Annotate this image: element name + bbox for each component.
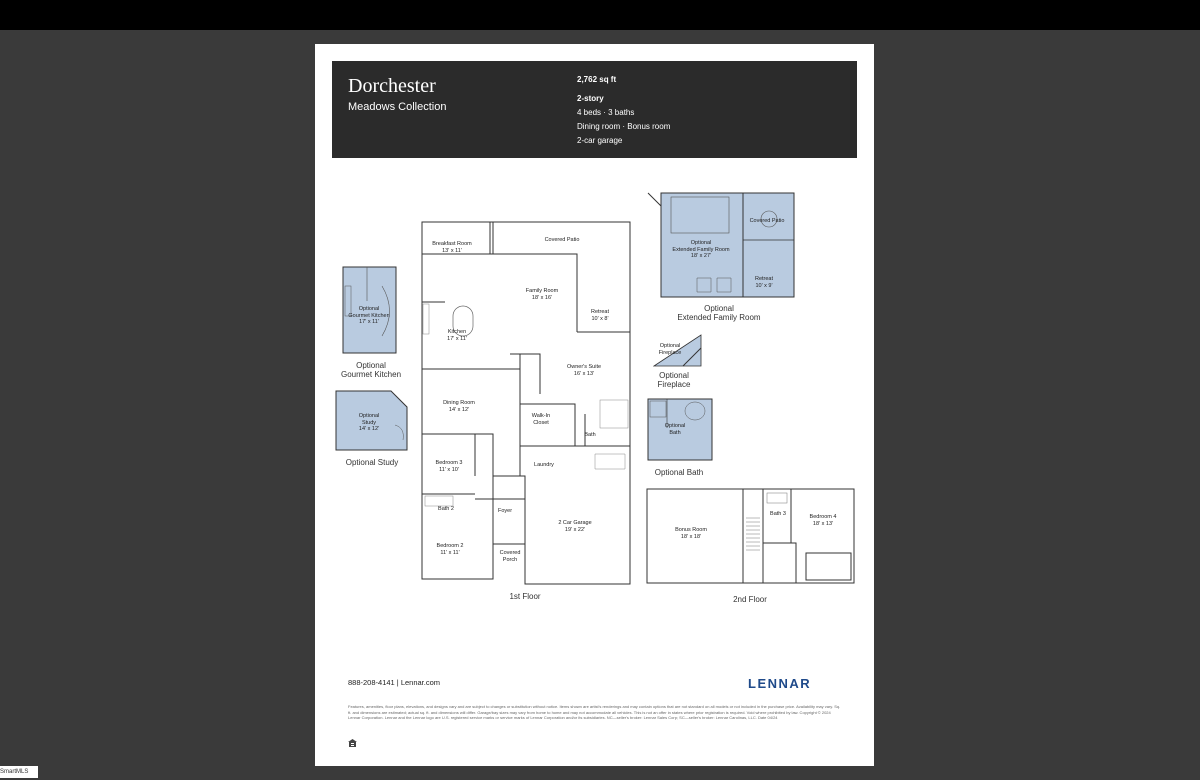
plan-header xyxy=(332,61,857,158)
owners-suite-label: Owner's Suite 16' x 13' xyxy=(566,364,602,377)
spec-rooms: Dining room · Bonus room xyxy=(577,122,671,131)
optional-extended-family-room-caption: Optional Extended Family Room xyxy=(677,304,761,322)
breakfast-room-label: Breakfast Room 13' x 11' xyxy=(432,241,472,254)
bath-label: Bath xyxy=(584,432,596,438)
bedroom-4-label: Bedroom 4 18' x 13' xyxy=(809,514,837,527)
equal-housing-icon xyxy=(348,739,357,747)
spec-sqft: 2,762 sq ft xyxy=(577,75,617,84)
foyer-label: Foyer xyxy=(497,508,513,514)
retreat-label: Retreat 10' x 8' xyxy=(590,309,610,322)
bedroom-3-label: Bedroom 3 11' x 10' xyxy=(435,460,463,473)
legal-disclaimer: Features, amenities, floor plans, elevations, and designs vary and are subject to changes or substitution without notice. Items shown are artist's renderings and may contain options that are not standard on all models or not included in the purchase price. Availability may vary. Sq. ft. and dimensions are estimated; actual sq. ft. and dimensions will differ. Garage/bay sizes may vary from home to home and may not accommodate all vehicles. This is not an offer in states where prior registration is required. Void where prohibited by law. Copyright © 2024 Lennar Corporation. Lennar and the Lennar logo are U.S. registered service marks or service marks of Lennar Corporation and/or its subsidiaries. NC—seller's broker: Lennar Sales Corp; SC—seller's broker: Lennar Carolinas, LLC. Date 04/24 xyxy=(348,704,841,720)
first-floor-caption: 1st Floor xyxy=(509,592,541,601)
optional-gourmet-kitchen-label: Optional Gourmet Kitchen 17' x 11' xyxy=(348,306,390,325)
plan-title: Dorchester xyxy=(348,75,436,97)
floorplan-document-page xyxy=(315,44,874,766)
second-floor-caption: 2nd Floor xyxy=(733,595,767,604)
plan-collection: Meadows Collection xyxy=(348,101,447,113)
optional-covered-patio-label: Covered Patio xyxy=(749,218,785,224)
walk-in-closet-label: Walk-In Closet xyxy=(531,413,551,426)
optional-study-caption: Optional Study xyxy=(345,458,399,467)
smartmls-watermark: SmartMLS xyxy=(0,766,38,778)
laundry-label: Laundry xyxy=(534,462,554,468)
covered-patio-label: Covered Patio xyxy=(544,237,580,243)
dining-room-label: Dining Room 14' x 12' xyxy=(443,400,475,413)
garage-label: 2 Car Garage 19' x 22' xyxy=(558,520,592,533)
optional-bath-caption: Optional Bath xyxy=(654,468,704,477)
family-room-label: Family Room 18' x 16' xyxy=(525,288,559,301)
bath-3-label: Bath 3 xyxy=(770,511,786,517)
bedroom-2-label: Bedroom 2 11' x 11' xyxy=(436,543,464,556)
optional-retreat-label: Retreat 10' x 9' xyxy=(754,276,774,289)
spec-garage: 2-car garage xyxy=(577,136,623,145)
bath-2-label: Bath 2 xyxy=(438,506,454,512)
optional-fireplace-caption: Optional Fireplace xyxy=(657,371,691,389)
optional-gourmet-kitchen-caption: Optional Gourmet Kitchen xyxy=(340,361,402,379)
optional-extended-family-room-label: Optional Extended Family Room 18' x 27' xyxy=(672,240,730,259)
lennar-logo: LENNAR xyxy=(748,676,812,691)
optional-study-label: Optional Study 14' x 12' xyxy=(358,413,380,432)
bonus-room-label: Bonus Room 18' x 18' xyxy=(675,527,707,540)
spec-beds-baths: 4 beds · 3 baths xyxy=(577,108,635,117)
optional-bath-label: Optional Bath xyxy=(664,423,686,436)
spec-stories: 2-story xyxy=(577,94,604,103)
contact-info: 888-208-4141 | Lennar.com xyxy=(348,678,441,687)
covered-porch-label: Covered Porch xyxy=(499,550,521,563)
kitchen-label: Kitchen 17' x 11' xyxy=(447,329,467,342)
viewer-top-bar xyxy=(0,0,1200,30)
optional-fireplace-label: Optional Fireplace xyxy=(658,343,682,356)
